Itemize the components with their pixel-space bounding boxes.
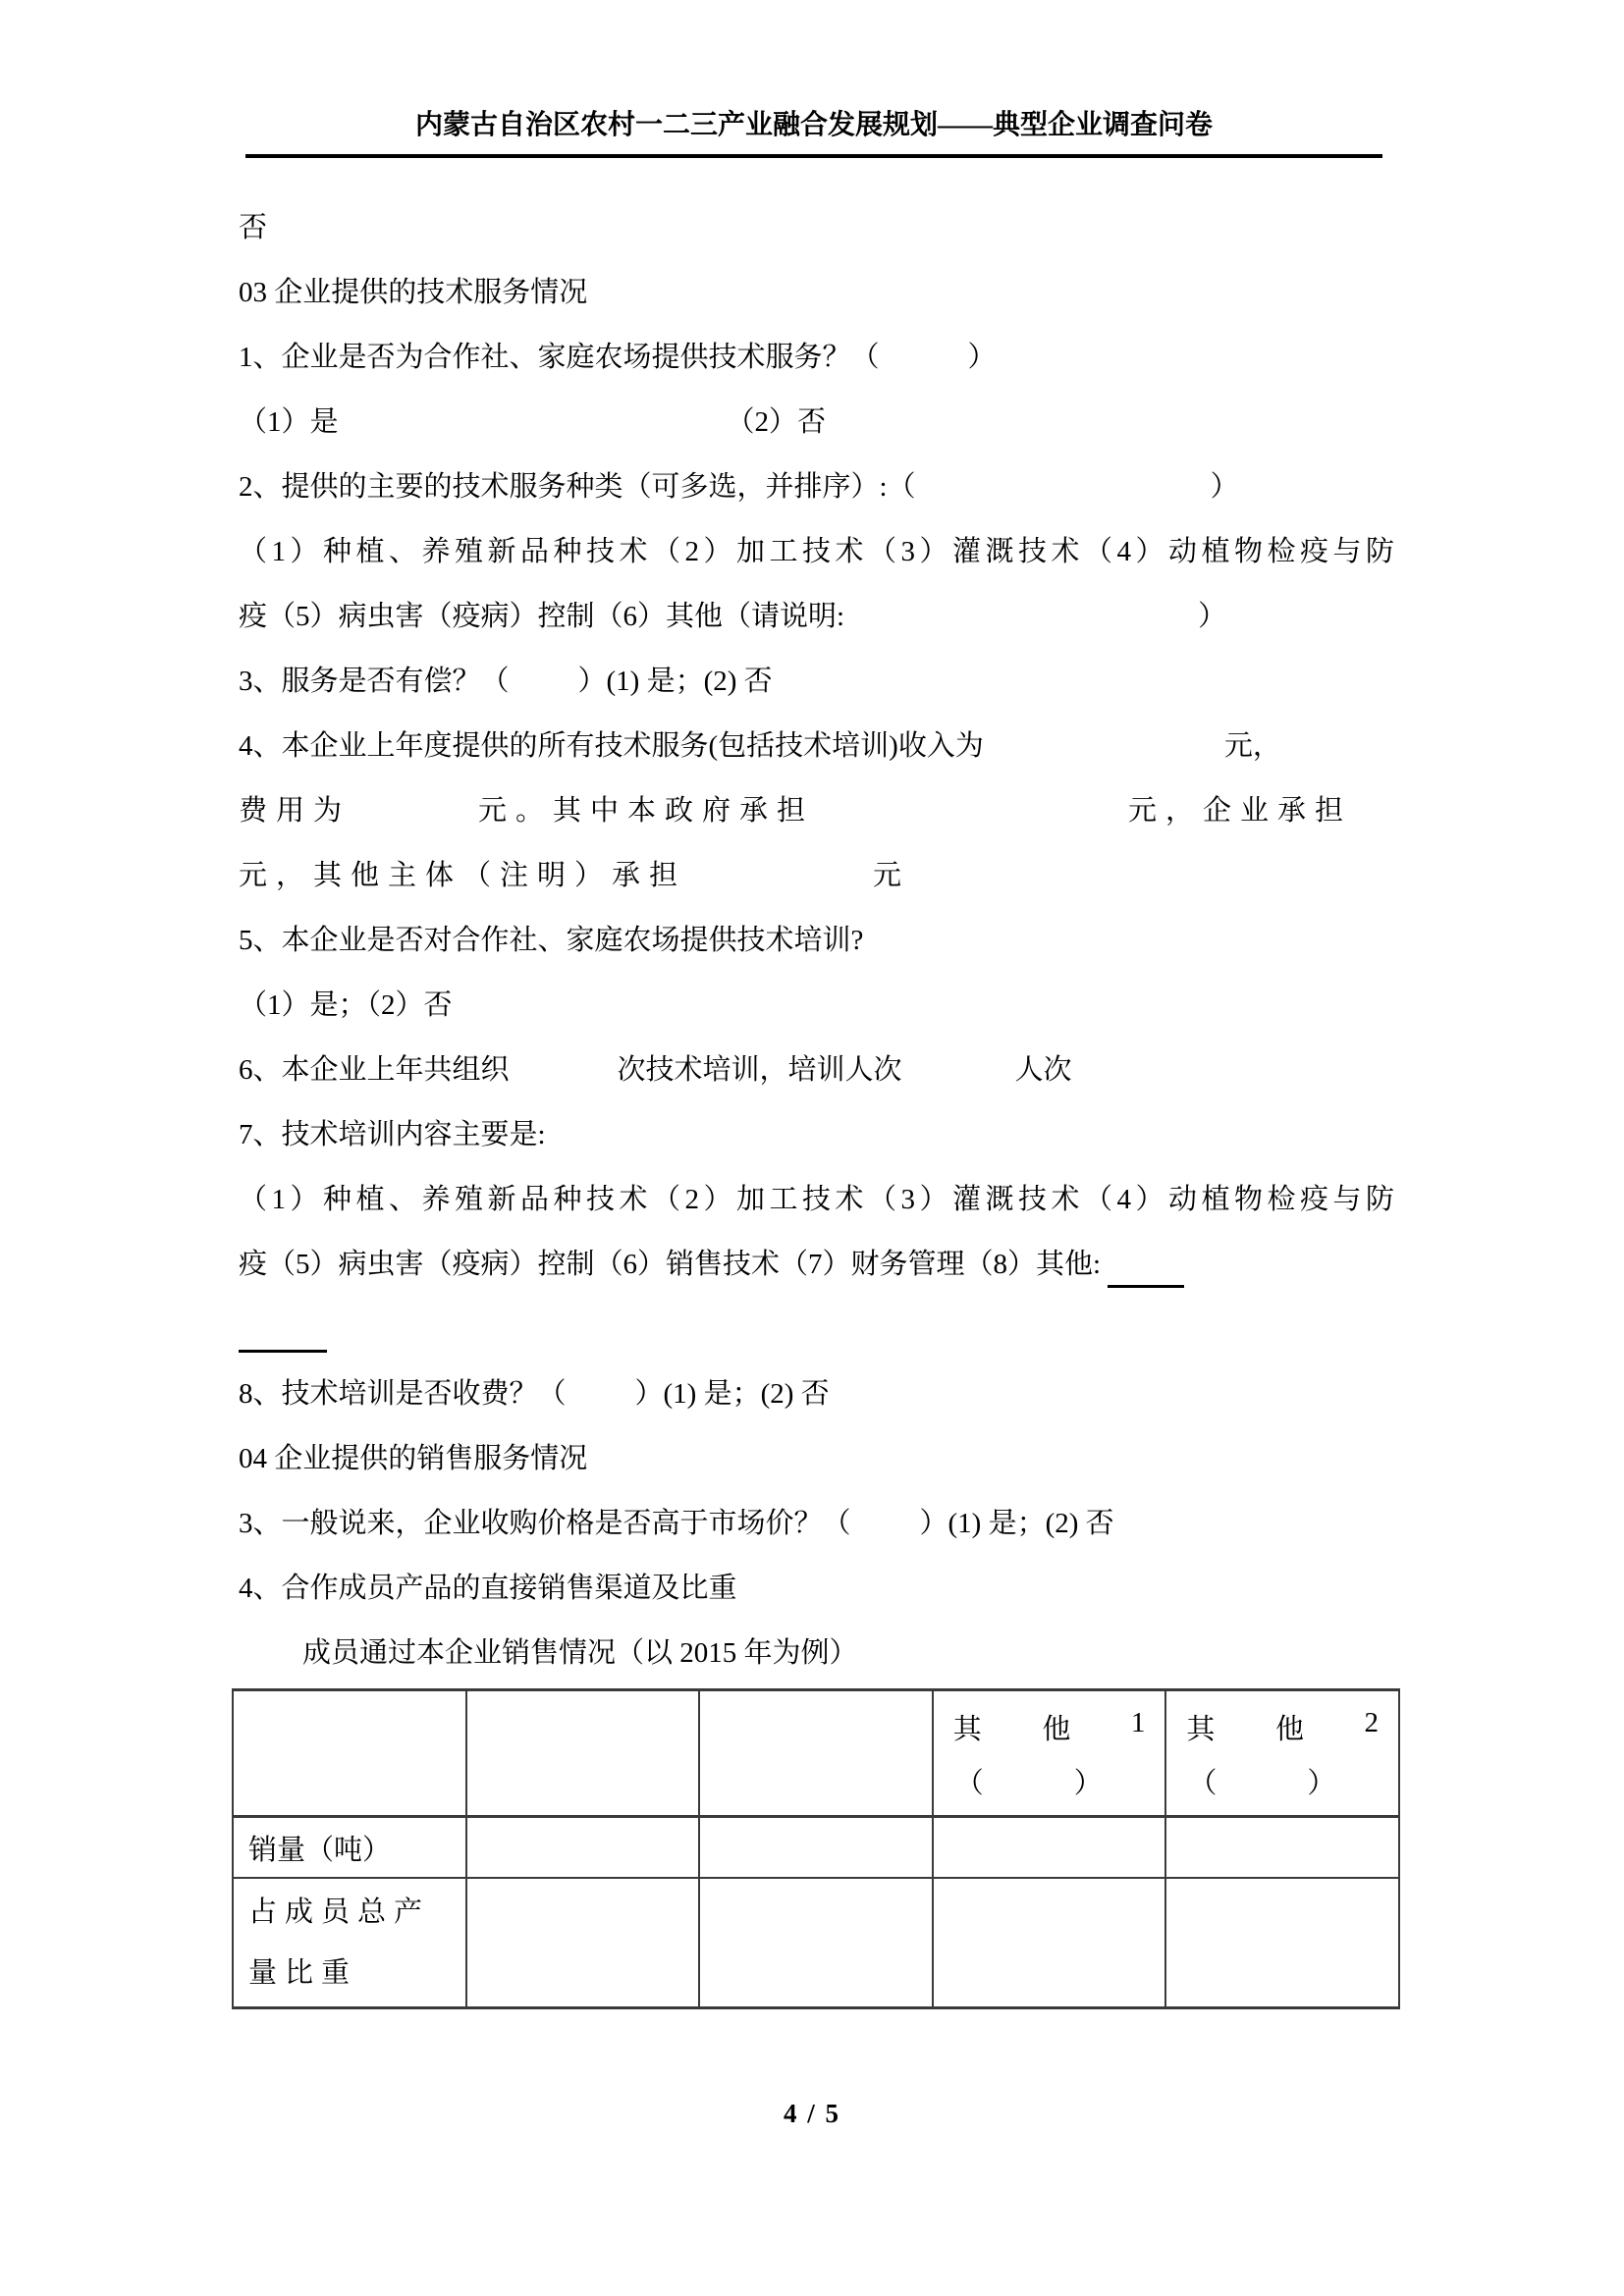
- header-cell-title: [1166, 1707, 1398, 1747]
- fill-in-blank-space: [510, 1066, 618, 1068]
- table-row: [233, 1878, 1399, 2008]
- text-line: [239, 1423, 1444, 1488]
- empty-data-cell: [933, 1817, 1166, 1879]
- line-text: （1）是；（2）否: [239, 988, 453, 1021]
- row-label: 占成员总产量比重: [248, 1896, 431, 1989]
- line-text: （1）种植、养殖新品种技术（2）加工技术（3）灌溉技术（4）动植物检疫与防: [239, 1183, 1399, 1215]
- header-char: 1: [1130, 1707, 1146, 1738]
- paren-char: ）: [1307, 1768, 1336, 1799]
- line-text: 7、技术培训内容主要是:: [239, 1118, 546, 1150]
- paren-char: （: [1188, 1768, 1218, 1799]
- line-text: 3、一般说来，企业收购价格是否高于市场价？（: [239, 1507, 851, 1539]
- text-line: [239, 1553, 1444, 1618]
- header-rule: [245, 154, 1382, 158]
- line-text: ）: [1210, 470, 1239, 503]
- line-text: 04 企业提供的销售服务情况: [239, 1442, 588, 1474]
- fill-in-blank-space: [916, 483, 1211, 485]
- fill-in-blank-space: [984, 742, 1224, 744]
- line-text: 成员通过本企业销售情况（以 2015 年为例）: [302, 1636, 858, 1669]
- line-text: 6、本企业上年共组织: [239, 1053, 510, 1086]
- line-text: 4、本企业上年度提供的所有技术服务(包括技术培训)收入为: [239, 729, 984, 762]
- line-text: 元，企业承担: [1128, 794, 1353, 827]
- fill-in-blank-space: [902, 1066, 1015, 1068]
- line-text: 4、合作成员产品的直接销售渠道及比重: [239, 1572, 737, 1604]
- fill-in-blank-space: [567, 1390, 635, 1392]
- line-text: 元，其他主体（注明）承担: [239, 859, 687, 891]
- fill-in-blank-space: [814, 807, 1128, 809]
- line-text: ）(1) 是；(2) 否: [919, 1507, 1114, 1539]
- header-char: 2: [1364, 1707, 1379, 1738]
- text-line: [239, 387, 1444, 452]
- table-header-cell-empty: [466, 1690, 700, 1817]
- line-text: ）: [967, 341, 997, 373]
- line-text: 人次: [1014, 1053, 1072, 1086]
- header-cell-content: [934, 1691, 1165, 1815]
- text-line: [239, 581, 1444, 646]
- text-line: [239, 905, 1444, 970]
- text-line: [239, 257, 1444, 322]
- line-text: 否: [239, 211, 268, 243]
- text-line: [239, 1099, 1444, 1164]
- header-char: 其: [952, 1714, 982, 1745]
- empty-data-cell: [699, 1817, 933, 1879]
- line-text: 03 企业提供的技术服务情况: [239, 276, 588, 308]
- header-cell-paren-blank: [955, 1761, 1103, 1801]
- line-text: 3、服务是否有偿？（: [239, 665, 510, 697]
- member-sales-table: [232, 1688, 1400, 2009]
- text-line: [239, 1359, 1444, 1423]
- text-line: [239, 1229, 1444, 1294]
- line-text: （2）否: [726, 405, 827, 438]
- fill-in-blank-space: [844, 613, 1198, 614]
- header-char: 他: [1274, 1714, 1304, 1745]
- text-line: [239, 711, 1444, 775]
- line-text: ）(1) 是；(2) 否: [634, 1377, 830, 1410]
- line-text: 元，: [1223, 729, 1281, 762]
- fill-in-underline: [239, 1316, 327, 1353]
- text-line: [239, 1294, 1444, 1359]
- empty-data-cell: [1165, 1878, 1399, 2008]
- text-line: [239, 646, 1444, 711]
- table-header-row: [233, 1690, 1399, 1817]
- line-text: 8、技术培训是否收费？（: [239, 1377, 567, 1410]
- header-cell-content: [1166, 1691, 1398, 1815]
- paren-char: ）: [1073, 1768, 1103, 1799]
- line-text: ）(1) 是；(2) 否: [577, 665, 773, 697]
- row-label-cell: [233, 1817, 466, 1879]
- fill-in-blank-space: [339, 418, 727, 420]
- text-line: [239, 322, 1444, 387]
- text-line: [239, 1035, 1444, 1099]
- page-number: 4 / 5: [783, 2099, 840, 2128]
- line-text: 元: [873, 859, 911, 891]
- text-line: [239, 970, 1444, 1035]
- header-cell-paren-blank: [1188, 1761, 1335, 1801]
- fill-in-blank-space: [686, 872, 873, 874]
- fill-in-blank-space: [880, 353, 968, 355]
- empty-data-cell: [466, 1817, 700, 1879]
- empty-data-cell: [1165, 1817, 1399, 1879]
- empty-data-cell: [933, 1878, 1166, 2008]
- line-text: ）: [1198, 600, 1227, 632]
- text-line: [239, 452, 1444, 516]
- text-line: [239, 840, 1444, 905]
- line-text: （1）种植、养殖新品种技术（2）加工技术（3）灌溉技术（4）动植物检疫与防: [239, 535, 1399, 567]
- header-char: 他: [1042, 1714, 1071, 1745]
- line-text: 2、提供的主要的技术服务种类（可多选，并排序）:（: [239, 470, 916, 503]
- table-header-cell: [933, 1690, 1166, 1817]
- empty-data-cell: [699, 1878, 933, 2008]
- empty-data-cell: [466, 1878, 700, 2008]
- text-line: [239, 1618, 1444, 1682]
- text-line: [239, 516, 1444, 581]
- line-text: 疫（5）病虫害（疫病）控制（6）其他（请说明:: [239, 600, 845, 632]
- line-text: （1）是: [239, 405, 339, 438]
- line-text: 5、本企业是否对合作社、家庭农场提供技术培训?: [239, 924, 864, 956]
- paren-char: （: [954, 1768, 984, 1799]
- line-text: 疫（5）病虫害（疫病）控制（6）销售技术（7）财务管理（8）其他:: [239, 1248, 1109, 1280]
- row-label: 销量（吨）: [248, 1834, 392, 1866]
- line-text: 元。其中本政府承担: [478, 794, 815, 827]
- table-header-cell: [1165, 1690, 1399, 1817]
- text-line: [239, 775, 1444, 840]
- fill-in-blank-space: [510, 677, 578, 679]
- document-title: 内蒙古自治区农村一二三产业融合发展规划——典型企业调查问卷: [414, 110, 1213, 140]
- text-line: [239, 1164, 1444, 1229]
- fill-in-underline: [1108, 1252, 1184, 1288]
- table-header-cell-empty: [233, 1690, 466, 1817]
- table-row: [233, 1817, 1399, 1879]
- table-header-cell-empty: [699, 1690, 933, 1817]
- fill-in-blank-space: [851, 1520, 920, 1522]
- document-body: [239, 192, 1444, 2009]
- line-text: 1、企业是否为合作社、家庭农场提供技术服务？（: [239, 341, 880, 373]
- line-text: 次技术培训，培训人次: [617, 1053, 902, 1086]
- text-line: [239, 192, 1444, 257]
- row-label-cell: [233, 1878, 466, 2008]
- line-text: 费用为: [239, 794, 352, 827]
- header-char: 其: [1186, 1714, 1216, 1745]
- header-cell-title: [934, 1707, 1165, 1747]
- text-line: [239, 1488, 1444, 1553]
- fill-in-blank-space: [351, 807, 478, 809]
